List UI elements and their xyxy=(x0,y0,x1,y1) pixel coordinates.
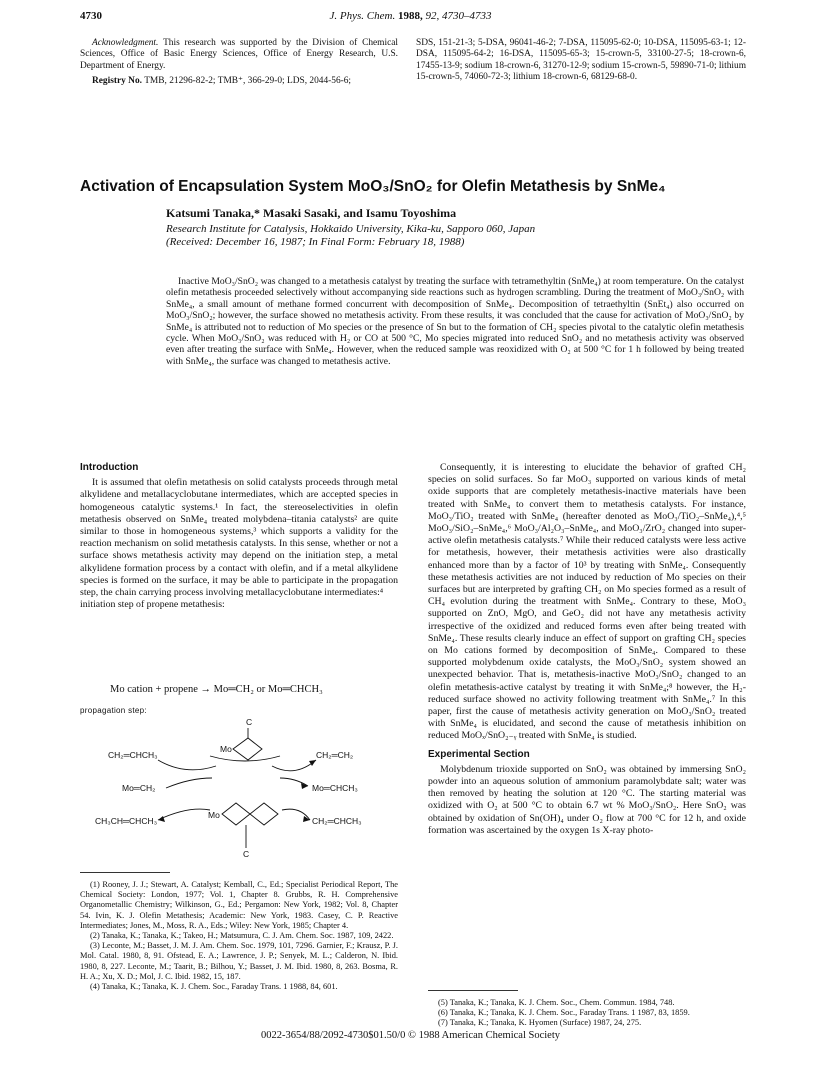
page-number: 4730 xyxy=(80,10,102,22)
intro-paragraph: It is assumed that olefin metathesis on solid catalysts proceeds through metal alkylidene and metallacyclobutane intermediates, which are accepted species in homogeneous catalytic systems.¹ In fact, the stereoselectivities in olefin metathesis observed on SnMe₄ treated molybdena–titania catalysts² are quite similar to those in homogeneous systems,³ which supports a validity for the reaction mechanism on solid metathesis catalysts. In this sense, whether or not a surface shows metathesis activity may depend on the initiation step, a metal alkylidene formation process by a contact with olefin, and if a metal alkylidene species is formed on the surface, it may be able to participate in the propagation step, the chain carrying process involving metallacyclobutane intermediates:⁴ xyxy=(80,477,398,599)
footnote: (7) Tanaka, K.; Tanaka, K. Hyomen (Surface) 1987, 24, 275. xyxy=(438,1018,642,1028)
experimental-paragraph: Molybdenum trioxide supported on SnO₂ was obtained by immersing SnO₂ powder into an aqueous solution of ammonium paramolybdate salt; water was then removed by heating the solution at 120 °C. The starting material was oxidized with O₂ at 500 °C to obtain 6.7 wt % MoO₃/SnO₂. Here SnO₂ was obtained by oxidation of Sn(OH)₄ under O₂ flow at 700 °C for 12 h, and oxide formation was ascertained by the oxygen 1s X-ray photo- xyxy=(428,763,746,836)
footnote: (2) Tanaka, K.; Tanaka, K.; Takeo, H.; Matsumura, C. J. Am. Chem. Soc. 1987, 109, 2422. xyxy=(90,931,394,941)
journal-year: 1988, xyxy=(397,10,423,22)
footnotes-left xyxy=(80,880,398,992)
acknowledgment xyxy=(80,38,398,72)
footnote: (3) Leconte, M.; Basset, J. M. J. Am. Chem. Soc. 1979, 101, 7296. Garnier, F.; Krausz, P. J. Mol. Catal. 1980, 8, 91. Ofstead, E. A.; Lawrence, J. P.; Senyek, M. L.; Calderon, N. Ibid. 1980, 8, 227. Leconte, M.; Taarit, B.; Bilhou, Y.; Basset, J. M. Ibid. 1980, 8, 263. Bosma, R. H. A.; Xu, X. D.; Mol, J. C. Ibid. 1982, 15, 187. xyxy=(80,941,398,981)
scheme-label-right-mid: Mo═CHCH₃ xyxy=(312,783,358,793)
running-header xyxy=(0,10,821,22)
previous-article-right: SDS, 151-21-3; 5-DSA, 96041-46-2; 7-DSA, 115095-62-0; 10-DSA, 115095-63-1; 12-DSA, 115095-64-2; 16-DSA, 115095-65-3; 15-crown-5, 33100-27-5; 18-crown-6, 17455-13-9; sodium 18-crown-6, 31270-12-9; sodium 15-crown-5, 59890-71-0; lithium 15-crown-5, 74060-72-3; lithium 18-crown-6, 68129-68-0. xyxy=(416,38,746,83)
right-column xyxy=(428,462,746,837)
acknowledgment-text: This research was supported by the Division of Chemical Sciences, Office of Basic Energy Sciences, Office of Energy Research, U.S. Department of Energy. xyxy=(80,38,398,71)
footnote: (4) Tanaka, K.; Tanaka, K. J. Chem. Soc., Faraday Trans. 1 1988, 84, 601. xyxy=(90,982,338,992)
abstract: Inactive MoO₃/SnO₂ was changed to a metathesis catalyst by treating the surface with tetramethyltin (SnMe₄) at room temperature. On the catalyst olefin metathesis proceeded selectively without accompanying side reactions such as hydrogen scrambling. During the treatment of MoO₃/SnO₂ with SnMe₄, a small amount of methane formed concurrent with decomposition of SnMe₄. Decomposition of tetraethyltin (SnEt₄) also occurred on MoO₃/SnO₂; however, the surface showed no metathesis activity. From these results, it was concluded that the cause for activation of MoO₃/SnO₂ by SnMe₄ is attributed not to reduction of Mo species or the presence of Sn but to the formation of CH₂ species pivotal to the catalytic olefin metathesis cycle. When MoO₃/SnO₂ was reduced with H₂ or CO at 500 °C, Mo species migrated into reduced SnO₂ and no metathesis activity was observed even after treating the surface with SnMe₄. However, when the reduced sample was reoxidized with O₂ at 500 °C for 1 h followed by being treated with SnMe₄, the surface was changed to metathesis active. xyxy=(166,276,744,367)
scheme-label-left-mid: Mo═CH₂ xyxy=(122,783,156,793)
footnote-rule-right xyxy=(428,990,518,991)
registry-label: Registry No. xyxy=(92,76,142,87)
footnotes-right xyxy=(428,998,746,1029)
intro-column xyxy=(80,462,398,611)
scheme-label-left-top: CH₂═CHCH₃ xyxy=(108,750,158,760)
intro-heading: Introduction xyxy=(80,462,139,473)
journal-name: J. Phys. Chem. xyxy=(329,10,396,22)
initiation-equation: Mo cation + propene → Mo═CH₂ or Mo═CHCH₃ xyxy=(110,684,323,695)
article-title: Activation of Encapsulation System MoO₃/SnO₂ for Olefin Metathesis by SnMe₄ xyxy=(80,178,666,195)
scheme-c-lower: C xyxy=(243,849,250,859)
scheme-label-right-top: CH₂═CH₂ xyxy=(316,750,354,760)
footnote-rule-left xyxy=(80,872,170,873)
scheme-c-upper: C xyxy=(246,717,253,727)
right-paragraph: Consequently, it is interesting to elucidate the behavior of grafted CH₂ species on solid surfaces. So far MoO₃ supported on various kinds of metal oxide supports that are completely metathesis-inactive materials have been treated with SnMe₄ to convert them to metathesis catalysts. For instance, MoO₃/TiO₂ treated with SnMe₄ (hereafter denoted as MoO₃/TiO₂–SnMe₄),⁴,⁵ MoO₃/SiO₂–SnMe₄,⁶ MoO₃/Al₂O₃–SnMe₄, and MoO₃/ZrO₂ changed into super-active olefin metathesis catalysts.⁷ While their reduced catalysts were less active for metathesis, however, their metathesis activities were also drastically enhanced more than by a factor of 10³ by treating with SnMe₄. Consequently these metathesis activities are not induced by reduction of Mo species on their surfaces but are interpreted by grafting CH₂ on Mo species formed as a result of CH₄ evolution during the treatment with SnMe₄. Contrary to these, MoO₃ supported on ZnO, MgO, and GeO₂ did not have any metathesis activity irrespective of the oxidized and reduced forms even after being treated with SnMe₄. These results clearly induce an effect of support on grafting CH₂ species on Mo cations formed by decomposition of SnMe₄. Compared to these supported molybdenum oxide catalysts, the MoO₃/SnO₂ system showed an unexpected behavior. That is, metathesis-inactive MoO₃/SnO₂ changed to an olefin metathesis-active catalyst by treating it with SnMe₄;⁸ however, the H₂-reduced surface showed no activity following treatment with SnMe₄.⁷ In this paper, first the cause of metathesis activity generation on MoO₃/SnO₂ treated with SnMe₄ is elucidated, and second the cause of metathesis inhibition on reduced MoOₓ/SnO₂₋ᵧ treated with SnMe₄ is studied. xyxy=(428,462,746,742)
registry-numbers xyxy=(80,76,398,87)
footnote: (1) Rooney, J. J.; Stewart, A. Catalyst; Kemball, C., Ed.; Specialist Periodical Report, The Chemical Society: London, 1977; Vol. 1, Chapter 8. Grubbs, R. H. Comprehensive Organometallic Chemistry; Wilkinson, G., Ed.; Pergamon: New York, 1982; Vol. 8, Chapter 54. Ivin, K. J. Olefin Metathesis; Academic: New York, 1983. Casey, C. P. Reactive Intermediates; Jones, M., Moss, R. A., Eds.; Wiley: New York, 1985; Chapter 4. xyxy=(80,880,398,930)
copyright-footer: 0022-3654/88/2092-4730$01.50/0 © 1988 American Chemical Society xyxy=(260,1030,561,1041)
previous-article-left xyxy=(80,38,398,92)
propagation-scheme xyxy=(80,716,398,866)
scheme-label-right-bot: CH₂═CHCH₃ xyxy=(312,816,362,826)
experimental-heading: Experimental Section xyxy=(428,748,530,760)
scheme-mo-lower: Mo xyxy=(208,810,220,820)
article-affiliation xyxy=(166,223,726,249)
footnote: (5) Tanaka, K.; Tanaka, K. J. Chem. Soc., Chem. Commun. 1984, 748. xyxy=(438,998,675,1007)
article-authors: Katsumi Tanaka,* Masaki Sasaki, and Isamu Toyoshima xyxy=(166,206,457,220)
scheme-mo-upper: Mo xyxy=(220,744,232,754)
initiation-label: initiation step of propene metathesis: xyxy=(80,599,225,611)
scheme-label-left-bot: CH₃CH═CHCH₃ xyxy=(95,816,158,826)
affiliation-line: Research Institute for Catalysis, Hokkaido University, Kika-ku, Sapporo 060, Japan xyxy=(166,223,536,235)
acknowledgment-label: Acknowledgment. xyxy=(92,38,159,48)
registry-left-text: TMB, 21296-82-2; TMB⁺, 366-29-0; LDS, 2044-56-6; xyxy=(144,76,352,87)
journal-volume: 92, 4730–4733 xyxy=(425,10,492,22)
propagation-label: propagation step: xyxy=(80,706,147,715)
received-line: (Received: December 16, 1987; In Final Form: February 18, 1988) xyxy=(166,236,465,248)
footnote: (6) Tanaka, K.; Tanaka, K. J. Chem. Soc., Faraday Trans. 1 1987, 83, 1859. xyxy=(438,1008,690,1018)
